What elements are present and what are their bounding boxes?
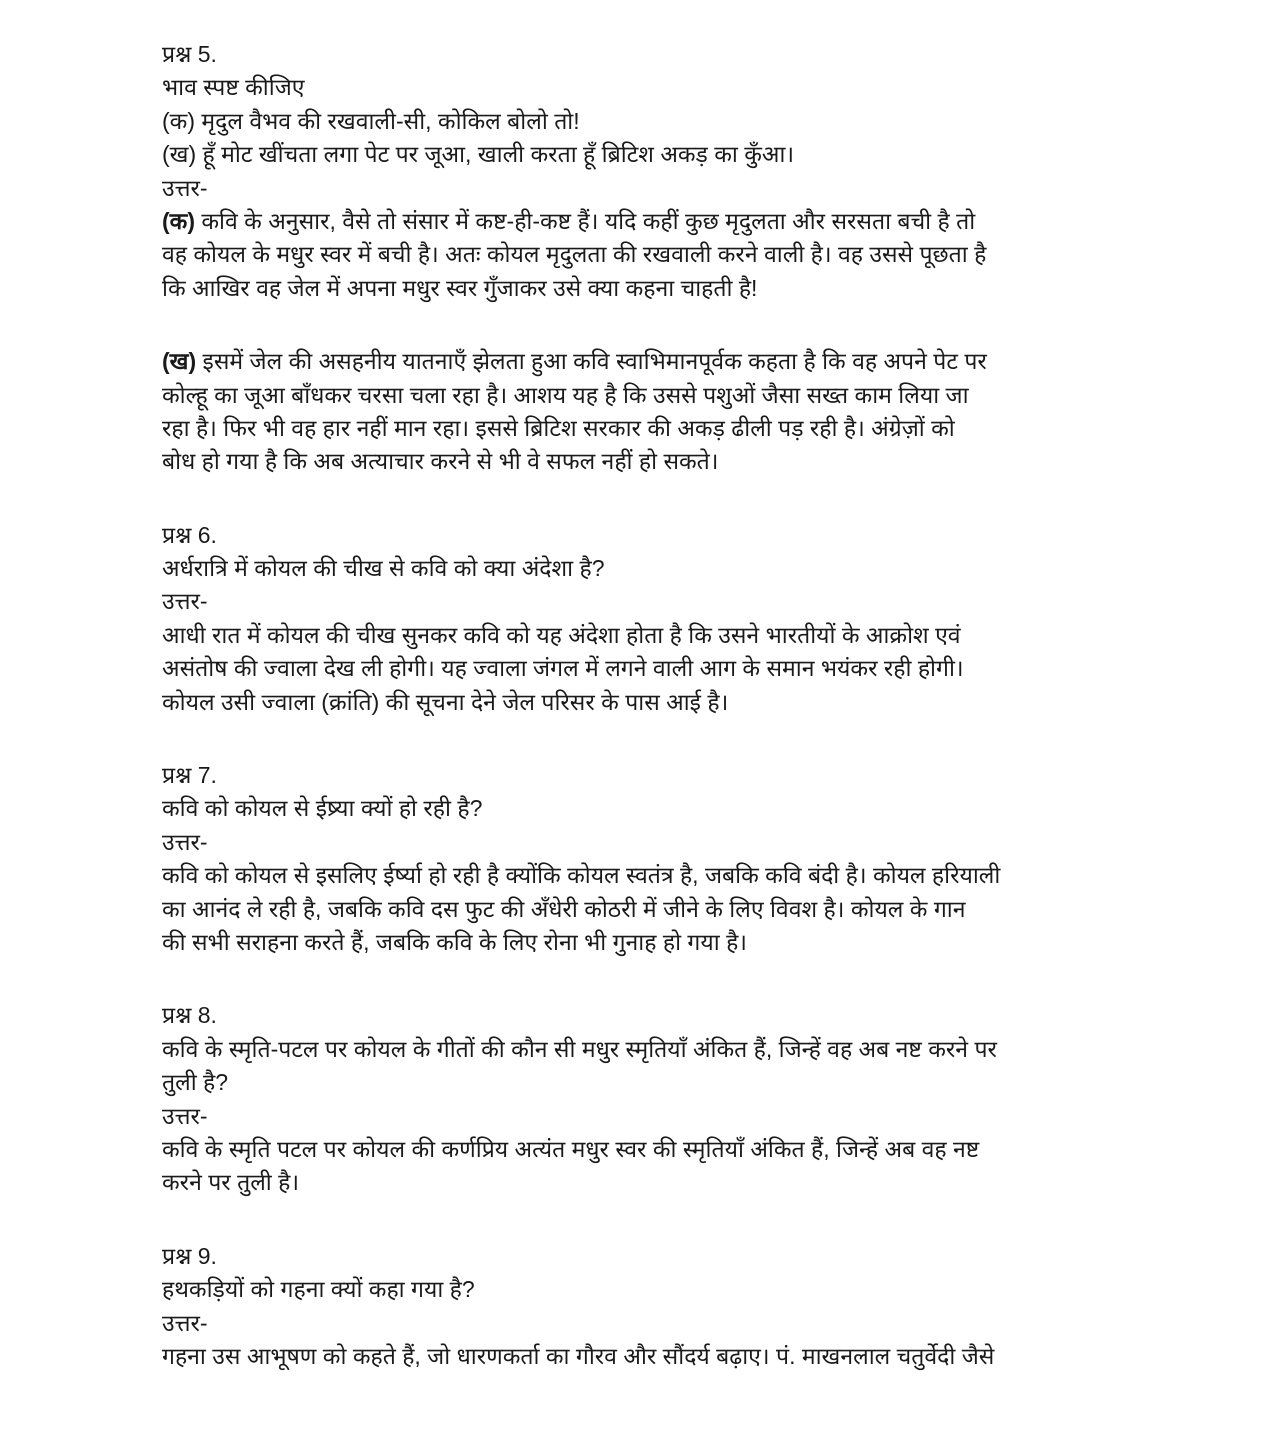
answer-line: कोल्हू का जूआ बाँधकर चरसा चला रहा है। आशय यह है कि उससे पशुओं जैसा सख्त काम लिया जा: [162, 381, 969, 408]
answer-line: कोयल उसी ज्वाला (क्रांति) की सूचना देने जेल परिसर के पास आई है।: [162, 688, 729, 715]
question-text: कवि को कोयल से ईष्र्या क्यों हो रही है?: [162, 795, 483, 822]
question-text: अर्धरात्रि में कोयल की चीख से कवि को क्या अंदेशा है?: [162, 555, 605, 582]
answer-label: उत्तर-: [162, 588, 208, 615]
document-page: [162, 38, 1152, 1373]
answer-part-label: (क): [162, 207, 195, 234]
answer-line: की सभी सराहना करते हैं, जबकि कवि के लिए रोना भी गुनाह हो गया है।: [162, 928, 747, 955]
answer-line: गहना उस आभूषण को कहते हैं, जो धारणकर्ता का गौरव और सौंदर्य बढ़ाए। पं. माखनलाल चतुर्वेदी जैसे: [162, 1342, 995, 1369]
question-8: [162, 999, 1152, 1199]
answer-line: आधी रात में कोयल की चीख सुनकर कवि को यह अंदेशा होता है कि उसने भारतीयों के आक्रोश एवं: [162, 621, 961, 648]
answer-line: [162, 205, 1152, 238]
question-6: [162, 519, 1152, 719]
answer-line: करने पर तुली है।: [162, 1169, 300, 1196]
answer-label: उत्तर-: [162, 1309, 208, 1336]
answer-line: बोध हो गया है कि अब अत्याचार करने से भी वे सफल नहीं हो सकते।: [162, 448, 719, 475]
question-7: [162, 759, 1152, 959]
question-title: प्रश्न 6.: [162, 521, 217, 548]
question-title: प्रश्न 9.: [162, 1242, 217, 1269]
answer-text: कवि के अनुसार, वैसे तो संसार में कष्ट-ही-कष्ट हैं। यदि कहीं कुछ मृदुलता और सरसता बची है तो: [201, 207, 976, 234]
answer-line: कि आखिर वह जेल में अपना मधुर स्वर गुँजाकर उसे क्या कहना चाहती है!: [162, 274, 758, 301]
question-title: प्रश्न 5.: [162, 41, 217, 67]
answer-line: कवि को कोयल से इसलिए ईर्ष्या हो रही है क्योंकि कोयल स्वतंत्र है, जबकि कवि बंदी है। कोयल हरियाली: [162, 862, 1001, 889]
answer-line: रहा है। फिर भी वह हार नहीं मान रहा। इससे ब्रिटिश सरकार की अकड़ ढीली पड़ रही है। अंग्रेज़ों को: [162, 414, 955, 441]
question-title: प्रश्न 7.: [162, 762, 217, 789]
question-text: तुली है?: [162, 1069, 229, 1096]
question-text: भाव स्पष्ट कीजिए: [162, 74, 305, 101]
question-title: प्रश्न 8.: [162, 1002, 217, 1029]
answer-part-label: (ख): [162, 348, 197, 375]
verse-line: (क) मृदुल वैभव की रखवाली-सी, कोकिल बोलो तो!: [162, 107, 580, 134]
question-9: [162, 1240, 1152, 1374]
answer-line: कवि के स्मृति पटल पर कोयल की कर्णप्रिय अत्यंत मधुर स्वर की स्मृतियाँ अंकित हैं, जिन्हें अब वह नष्ट: [162, 1135, 980, 1162]
question-text: कवि के स्मृति-पटल पर कोयल के गीतों की कौन सी मधुर स्मृतियाँ अंकित हैं, जिन्हें वह अब नष्ट करने पर: [162, 1035, 997, 1062]
answer-label: उत्तर-: [162, 828, 208, 855]
question-5: [162, 38, 1152, 479]
answer-line: वह कोयल के मधुर स्वर में बची है। अतः कोयल मृदुलता की रखवाली करने वाली है। वह उससे पूछता है: [162, 241, 987, 268]
answer-text: इसमें जेल की असहनीय यातनाएँ झेलता हुआ कवि स्वाभिमानपूर्वक कहता है कि वह अपने पेट पर: [202, 348, 987, 375]
question-text: हथकड़ियों को गहना क्यों कहा गया है?: [162, 1276, 475, 1303]
answer-line: का आनंद ले रही है, जबकि कवि दस फुट की अँधेरी कोठरी में जीने के लिए विवश है। कोयल के गान: [162, 895, 966, 922]
answer-line: असंतोष की ज्वाला देख ली होगी। यह ज्वाला जंगल में लगने वाली आग के समान भयंकर रही होगी।: [162, 655, 964, 682]
verse-line: (ख) हूँ मोट खींचता लगा पेट पर जूआ, खाली करता हूँ ब्रिटिश अकड़ का कुँआ।: [162, 141, 795, 168]
answer-label: उत्तर-: [162, 1102, 208, 1129]
answer-label: उत्तर-: [162, 174, 208, 201]
answer-line: [162, 345, 1152, 378]
